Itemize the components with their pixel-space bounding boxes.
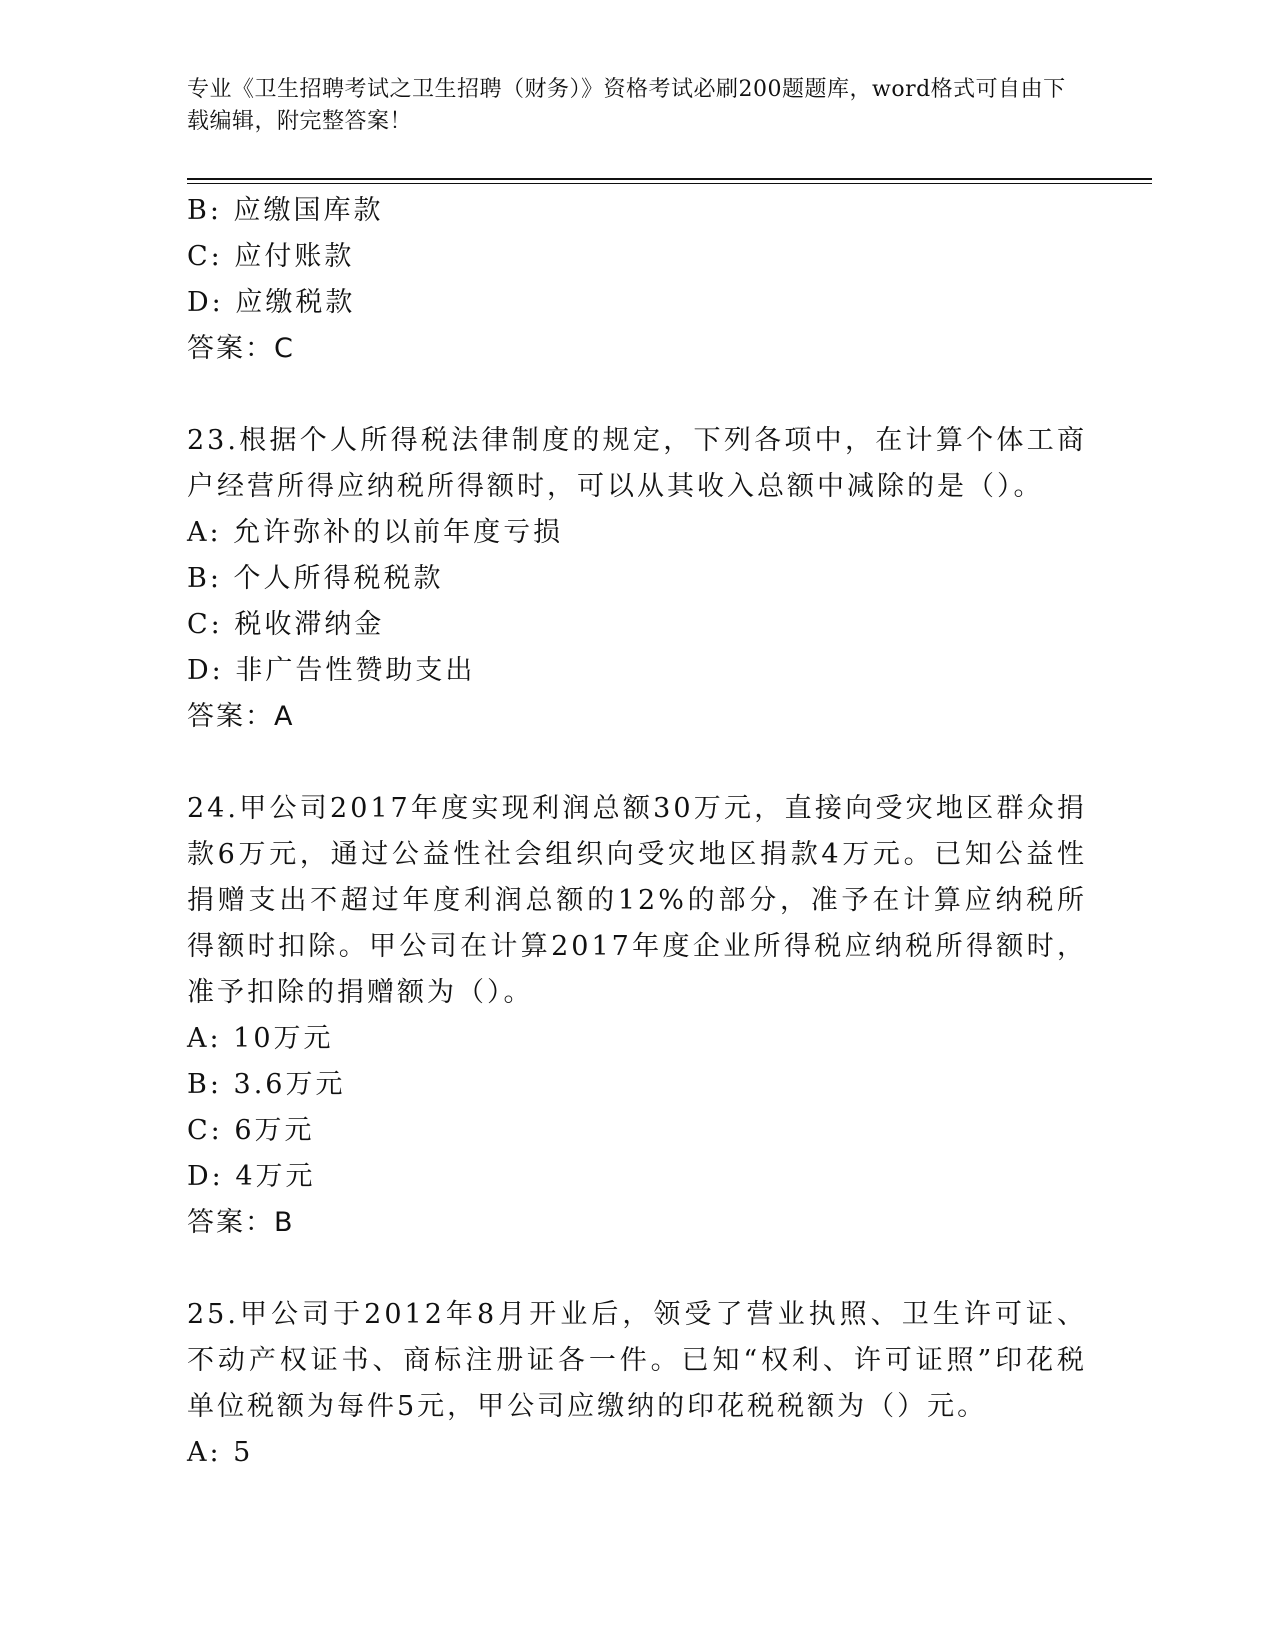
answer-line: 答案：A [187, 701, 295, 732]
header-rule-thick [187, 178, 1152, 180]
spacer [187, 1246, 1087, 1292]
answer-line: 答案：C [187, 333, 295, 364]
question-text: 23.根据个人所得税法律制度的规定，下列各项中，在计算个体工商户经营所得应纳税所得额时，可以从其收入总额中减除的是（）。 [187, 425, 1087, 502]
option-a: A: 10万元 [187, 1023, 334, 1054]
question-list [187, 188, 1087, 1476]
spacer [187, 372, 1087, 418]
option-b: B: 应缴国库款 [187, 195, 384, 226]
option-d: D: 非广告性赞助支出 [187, 655, 476, 686]
question-text: 25.甲公司于2012年8月开业后，领受了营业执照、卫生许可证、不动产权证书、商标注册证各一件。已知“权利、许可证照”印花税单位税额为每件5元，甲公司应缴纳的印花税税额为（）元。 [187, 1299, 1087, 1422]
question-block-23 [187, 418, 1087, 740]
option-a: A: 5 [187, 1437, 254, 1468]
option-c: C: 应付账款 [187, 241, 355, 272]
answer-line: 答案：B [187, 1207, 295, 1238]
question-block-24 [187, 786, 1087, 1246]
option-c: C: 税收滞纳金 [187, 609, 385, 640]
option-a: A: 允许弥补的以前年度亏损 [187, 517, 564, 548]
option-b: B: 3.6万元 [187, 1069, 346, 1100]
option-d: D: 4万元 [187, 1161, 316, 1192]
header-rule-thin [187, 183, 1152, 184]
spacer [187, 740, 1087, 786]
question-block-25 [187, 1292, 1087, 1476]
option-c: C: 6万元 [187, 1115, 315, 1146]
option-b: B: 个人所得税税款 [187, 563, 444, 594]
option-d: D: 应缴税款 [187, 287, 356, 318]
header-note: 专业《卫生招聘考试之卫生招聘（财务）》资格考试必刷200题题库，word格式可自由下载编辑，附完整答案！ [187, 77, 1066, 134]
question-block-22 [187, 188, 1087, 372]
question-text: 24.甲公司2017年度实现利润总额30万元，直接向受灾地区群众捐款6万元，通过公益性社会组织向受灾地区捐款4万元。已知公益性捐赠支出不超过年度利润总额的12%的部分，准予在计算应纳税所得额时扣除。甲公司在计算2017年度企业所得税应纳税所得额时，准予扣除的捐赠额为（）。 [187, 793, 1087, 1008]
